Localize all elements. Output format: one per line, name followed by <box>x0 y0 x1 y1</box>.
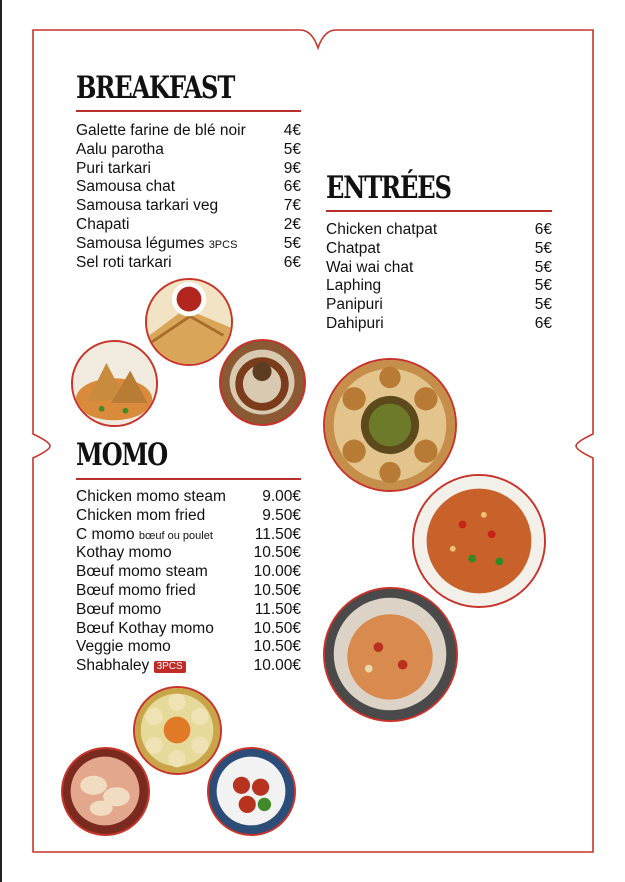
item-name: Chicken momo steam <box>76 488 226 505</box>
entrees-list <box>326 221 552 334</box>
entree-item <box>326 240 552 259</box>
breakfast-item <box>76 178 301 197</box>
entree-item <box>326 315 552 334</box>
item-price: 9€ <box>283 159 301 177</box>
momo-item <box>76 638 301 657</box>
item-price: 5€ <box>534 277 552 295</box>
momo-item <box>76 657 301 676</box>
item-price: 5€ <box>534 258 552 276</box>
wai-wai-chat-photo <box>412 474 546 608</box>
chatpat-photo <box>323 587 458 722</box>
momo-item <box>76 526 301 545</box>
item-name: Bœuf momo steam <box>76 563 208 581</box>
momo-list <box>76 488 301 676</box>
entree-item <box>326 277 552 296</box>
momo-item <box>76 582 301 601</box>
item-price: 7€ <box>283 197 301 215</box>
breakfast-title: BREAKFAST <box>76 70 235 106</box>
samousa-photo <box>71 340 158 427</box>
item-price: 9.50€ <box>262 506 301 524</box>
quantity-badge: 3PCS <box>154 661 186 673</box>
momo-title: MOMO <box>76 437 167 473</box>
breakfast-item <box>76 254 301 273</box>
item-price: 6€ <box>283 253 301 271</box>
item-price: 11.50€ <box>254 525 301 543</box>
item-price: 5€ <box>534 239 552 257</box>
item-name: Aalu parotha <box>76 140 164 158</box>
item-name: Kothay momo <box>76 544 172 562</box>
item-price: 10.00€ <box>253 657 301 675</box>
item-name: Chatpat <box>326 239 381 257</box>
item-price: 4€ <box>283 122 301 139</box>
item-price: 5€ <box>283 140 301 158</box>
item-price: 10.00€ <box>253 563 301 581</box>
item-name: Laphing <box>326 277 382 295</box>
entree-item <box>326 259 552 278</box>
item-price: 10.50€ <box>253 544 301 562</box>
momo-item <box>76 544 301 563</box>
c-momo-photo <box>207 747 296 836</box>
item-name: Chicken mom fried <box>76 506 206 524</box>
item-name: Chicken chatpat <box>326 221 438 238</box>
item-name: Chapati <box>76 215 130 233</box>
breakfast-item <box>76 122 301 141</box>
momo-item <box>76 507 301 526</box>
breakfast-item <box>76 235 301 254</box>
item-price: 10.50€ <box>253 581 301 599</box>
item-price: 9.00€ <box>262 488 301 505</box>
momo-item <box>76 488 301 507</box>
item-name: Shabhaley <box>76 657 150 675</box>
item-price: 6€ <box>534 221 552 238</box>
item-price: 10.50€ <box>253 619 301 637</box>
item-name: Samousa légumes <box>76 234 205 252</box>
breakfast-rule <box>76 110 301 112</box>
panipuri-photo <box>323 358 457 492</box>
item-name: Panipuri <box>326 296 383 314</box>
item-price: 11.50€ <box>254 600 301 618</box>
aalu-parotha-photo <box>145 278 233 366</box>
item-price: 5€ <box>283 234 301 252</box>
entree-item <box>326 296 552 315</box>
entrees-rule <box>326 210 552 212</box>
item-name: Bœuf momo <box>76 600 162 618</box>
breakfast-item <box>76 141 301 160</box>
breakfast-list <box>76 122 301 272</box>
breakfast-item <box>76 197 301 216</box>
item-price: 6€ <box>534 314 552 332</box>
item-name: Wai wai chat <box>326 258 414 276</box>
entree-item <box>326 221 552 240</box>
item-price: 5€ <box>534 296 552 314</box>
item-name: Sel roti tarkari <box>76 253 172 271</box>
item-note: 3PCS <box>208 238 238 251</box>
item-name: Bœuf Kothay momo <box>76 619 214 637</box>
entrees-title: ENTRÉES <box>326 170 451 206</box>
item-name: Puri tarkari <box>76 159 151 177</box>
momo-steam-photo <box>133 686 222 775</box>
momo-rule <box>76 478 301 480</box>
item-name: Samousa tarkari veg <box>76 197 219 215</box>
item-name: Galette farine de blé noir <box>76 122 246 139</box>
momo-item <box>76 601 301 620</box>
kothay-momo-photo <box>61 747 150 836</box>
breakfast-item <box>76 216 301 235</box>
item-name: Dahipuri <box>326 314 384 332</box>
momo-item <box>76 563 301 582</box>
item-name: Veggie momo <box>76 638 171 656</box>
item-price: 2€ <box>283 215 301 233</box>
item-name: Samousa chat <box>76 178 176 196</box>
momo-item <box>76 620 301 639</box>
item-price: 6€ <box>283 178 301 196</box>
sel-roti-photo <box>219 339 306 426</box>
item-name: C momo <box>76 525 135 543</box>
item-note: bœuf ou poulet <box>138 529 213 542</box>
item-name: Bœuf momo fried <box>76 581 196 599</box>
breakfast-item <box>76 160 301 179</box>
item-price: 10.50€ <box>253 638 301 656</box>
